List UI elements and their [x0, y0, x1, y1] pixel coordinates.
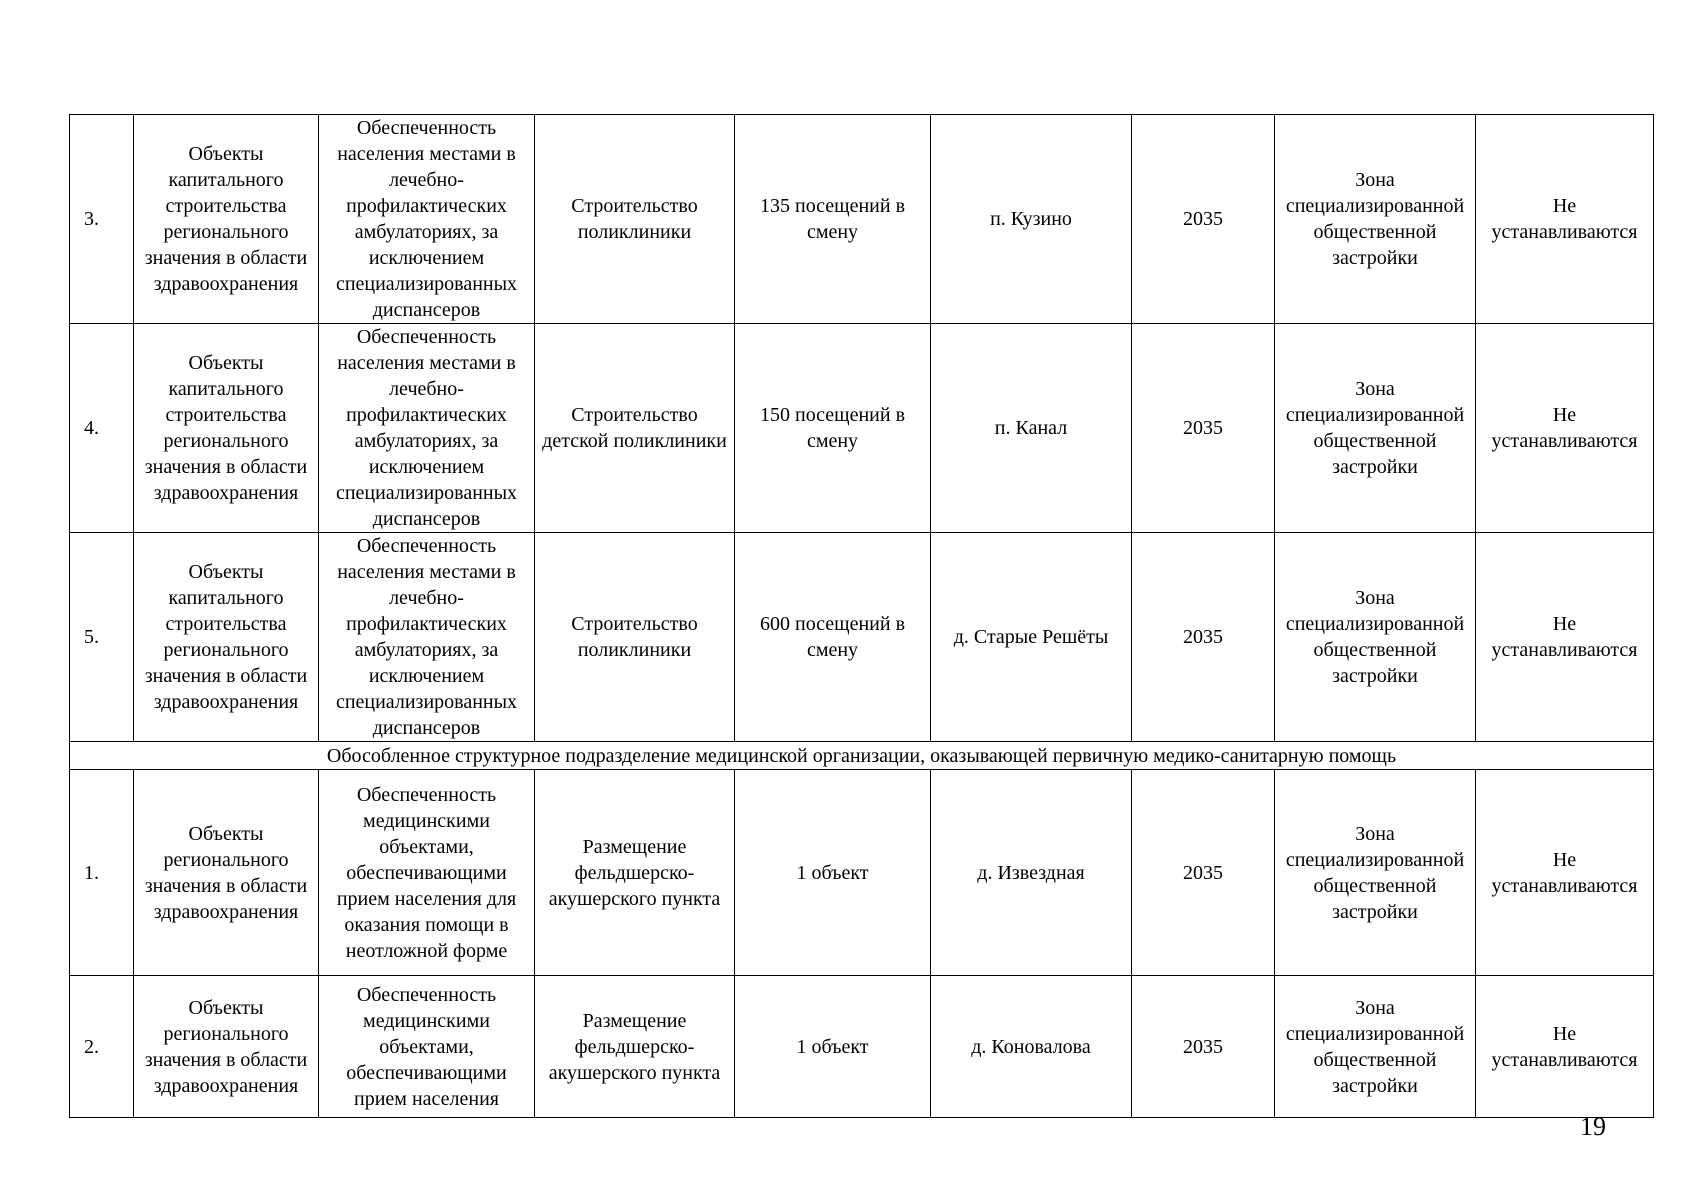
location: д. Старые Решёты [931, 533, 1132, 742]
year: 2035 [1132, 770, 1275, 976]
row-number: 5. [70, 533, 134, 742]
zone: Зона специализированной общественной застройки [1275, 770, 1476, 976]
row-number: 2. [70, 976, 134, 1118]
object-category: Объекты капитального строительства регионального значения в области здравоохранения [134, 115, 319, 324]
location: п. Канал [931, 324, 1132, 533]
table-row [70, 533, 1654, 742]
object-purpose: Размещение фельдшерско-акушерского пункта [535, 976, 735, 1118]
section-title: Обособленное структурное подразделение медицинской организации, оказывающей первичную медико-санитарную помощь [70, 742, 1654, 770]
indicator: Обеспеченность населения местами в лечебно-профилактических амбулаториях, за исключением специализированных диспансеров [319, 324, 535, 533]
row-number: 1. [70, 770, 134, 976]
object-category: Объекты регионального значения в области здравоохранения [134, 770, 319, 976]
restrictions: Не устанавливаются [1476, 324, 1654, 533]
year: 2035 [1132, 533, 1275, 742]
indicator: Обеспеченность населения местами в лечебно-профилактических амбулаториях, за исключением специализированных диспансеров [319, 115, 535, 324]
object-purpose: Строительство поликлиники [535, 533, 735, 742]
table-row [70, 976, 1654, 1118]
table-row [70, 770, 1654, 976]
year: 2035 [1132, 115, 1275, 324]
planning-table [69, 114, 1654, 1118]
section-header-row [70, 742, 1654, 770]
object-category: Объекты регионального значения в области здравоохранения [134, 976, 319, 1118]
row-number: 3. [70, 115, 134, 324]
restrictions: Не устанавливаются [1476, 976, 1654, 1118]
indicator: Обеспеченность медицинскими объектами, обеспечивающими прием населения [319, 976, 535, 1118]
row-number: 4. [70, 324, 134, 533]
indicator: Обеспеченность медицинскими объектами, обеспечивающими прием населения для оказания помощи в неотложной форме [319, 770, 535, 976]
object-category: Объекты капитального строительства регионального значения в области здравоохранения [134, 533, 319, 742]
capacity: 150 посещений в смену [735, 324, 931, 533]
object-category: Объекты капитального строительства регионального значения в области здравоохранения [134, 324, 319, 533]
capacity: 1 объект [735, 976, 931, 1118]
table-row [70, 115, 1654, 324]
location: д. Коновалова [931, 976, 1132, 1118]
year: 2035 [1132, 976, 1275, 1118]
zone: Зона специализированной общественной застройки [1275, 533, 1476, 742]
object-purpose: Размещение фельдшерско-акушерского пункта [535, 770, 735, 976]
location: д. Извездная [931, 770, 1132, 976]
page-number: 19 [1580, 1112, 1606, 1141]
restrictions: Не устанавливаются [1476, 115, 1654, 324]
capacity: 600 посещений в смену [735, 533, 931, 742]
location: п. Кузино [931, 115, 1132, 324]
zone: Зона специализированной общественной застройки [1275, 976, 1476, 1118]
indicator: Обеспеченность населения местами в лечебно-профилактических амбулаториях, за исключением специализированных диспансеров [319, 533, 535, 742]
object-purpose: Строительство детской поликлиники [535, 324, 735, 533]
zone: Зона специализированной общественной застройки [1275, 324, 1476, 533]
restrictions: Не устанавливаются [1476, 533, 1654, 742]
capacity: 135 посещений в смену [735, 115, 931, 324]
year: 2035 [1132, 324, 1275, 533]
table-row [70, 324, 1654, 533]
capacity: 1 объект [735, 770, 931, 976]
zone: Зона специализированной общественной застройки [1275, 115, 1476, 324]
restrictions: Не устанавливаются [1476, 770, 1654, 976]
object-purpose: Строительство поликлиники [535, 115, 735, 324]
